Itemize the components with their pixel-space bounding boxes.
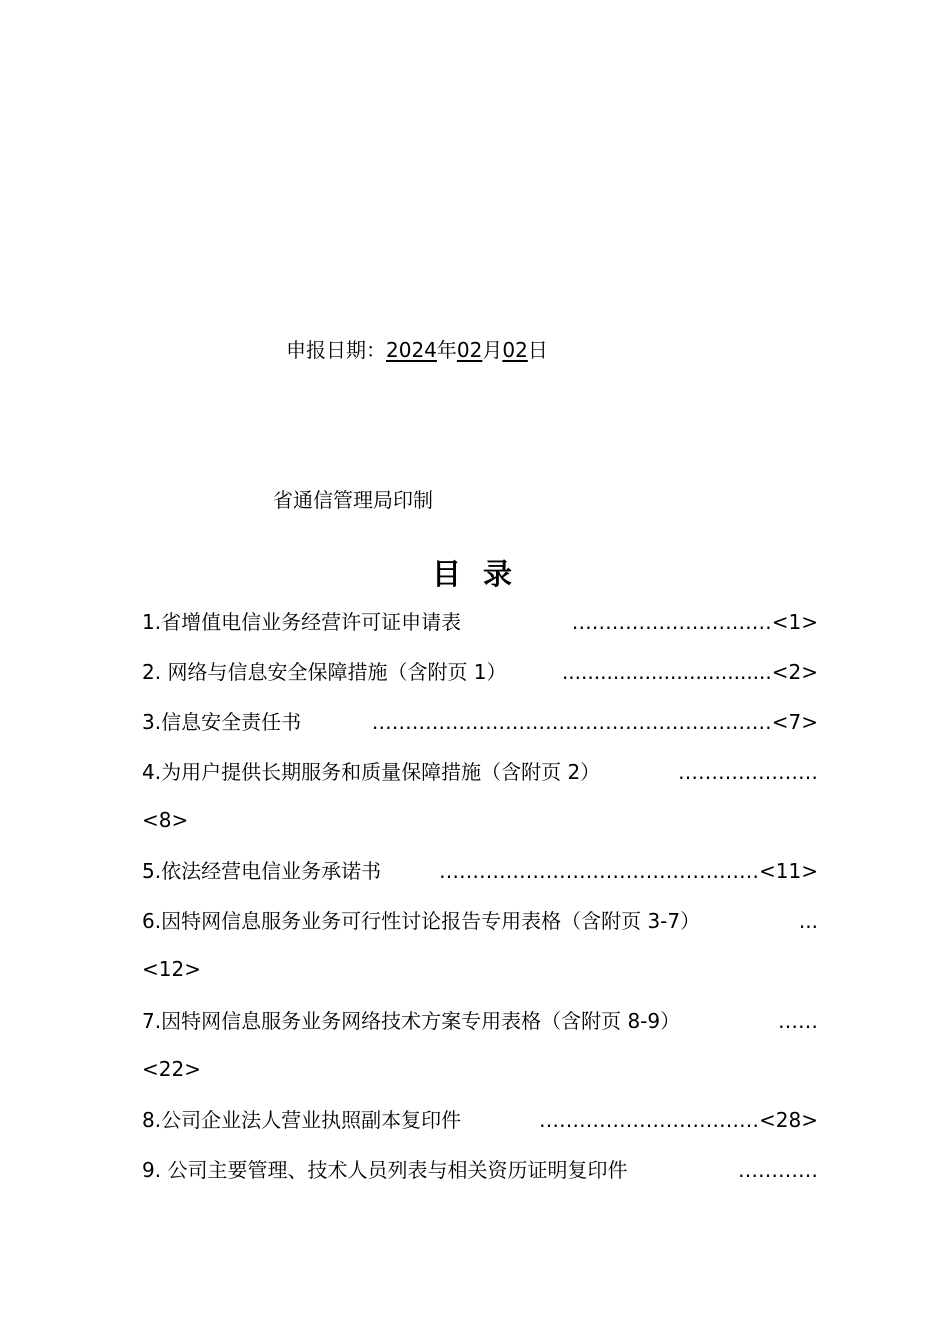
toc-item-text: 1.省增值电信业务经营许可证申请表 bbox=[142, 610, 462, 634]
toc-item-page: <2> bbox=[771, 660, 818, 684]
toc-item-leader: …… bbox=[778, 1009, 818, 1033]
toc-item-text: 5.依法经营电信业务承诺书 bbox=[142, 859, 382, 883]
toc-item-leader: ………………… bbox=[678, 760, 818, 784]
toc-item-text: 9. 公司主要管理、技术人员列表与相关资历证明复印件 bbox=[142, 1158, 628, 1182]
date-month: 02 bbox=[456, 338, 483, 362]
toc-item-page: <7> bbox=[771, 710, 818, 734]
toc-item-text: 2. 网络与信息安全保障措施（含附页 1） bbox=[142, 660, 507, 684]
date-day: 02 bbox=[502, 338, 528, 362]
date-label: 申报日期： bbox=[286, 338, 386, 362]
date-month-suffix: 月 bbox=[482, 338, 503, 362]
toc-item[interactable] bbox=[142, 608, 818, 636]
toc-item[interactable] bbox=[142, 1106, 818, 1134]
date-year-suffix: 年 bbox=[436, 338, 457, 362]
toc-item[interactable] bbox=[142, 758, 818, 786]
toc-item-leader: ................................. bbox=[561, 660, 772, 684]
toc-item-text: 4.为用户提供长期服务和质量保障措施（含附页 2） bbox=[142, 760, 601, 784]
toc-title: 目 录 bbox=[431, 557, 519, 591]
toc-item-leader: ………… bbox=[738, 1158, 818, 1182]
toc-item-page: <28> bbox=[759, 1108, 818, 1132]
toc-item[interactable] bbox=[142, 658, 818, 686]
toc-item-page: <11> bbox=[759, 859, 818, 883]
application-date bbox=[286, 336, 548, 364]
toc-item[interactable] bbox=[142, 708, 818, 736]
toc-item-text: 3.信息安全责任书 bbox=[142, 710, 302, 734]
toc-item-page-continued: <8> bbox=[142, 808, 189, 832]
toc-item-page-continued: <22> bbox=[142, 1057, 201, 1081]
toc-item[interactable] bbox=[142, 857, 818, 885]
toc-item-page-continued: <12> bbox=[142, 957, 201, 981]
toc-item[interactable] bbox=[142, 1007, 818, 1035]
toc-item-leader: ………………………………………… bbox=[439, 859, 760, 883]
toc-item-text: 6.因特网信息服务业务可行性讨论报告专用表格（含附页 3-7） bbox=[142, 909, 701, 933]
toc-item-page: <1> bbox=[771, 610, 818, 634]
toc-item[interactable] bbox=[142, 1156, 818, 1184]
toc-item-leader: …………………………………………………… bbox=[371, 710, 772, 734]
date-year: 2024 bbox=[386, 338, 437, 362]
toc-item[interactable] bbox=[142, 907, 818, 935]
toc-item-text: 8.公司企业法人营业执照副本复印件 bbox=[142, 1108, 462, 1132]
toc-item-text: 7.因特网信息服务业务网络技术方案专用表格（含附页 8-9） bbox=[142, 1009, 681, 1033]
toc-item-leader: …………………………… bbox=[539, 1108, 760, 1132]
date-day-suffix: 日 bbox=[527, 338, 548, 362]
printer-line: 省通信管理局印制 bbox=[273, 488, 433, 512]
toc-item-leader: ... bbox=[798, 909, 818, 933]
toc-item-leader: ………………………… bbox=[571, 610, 772, 634]
